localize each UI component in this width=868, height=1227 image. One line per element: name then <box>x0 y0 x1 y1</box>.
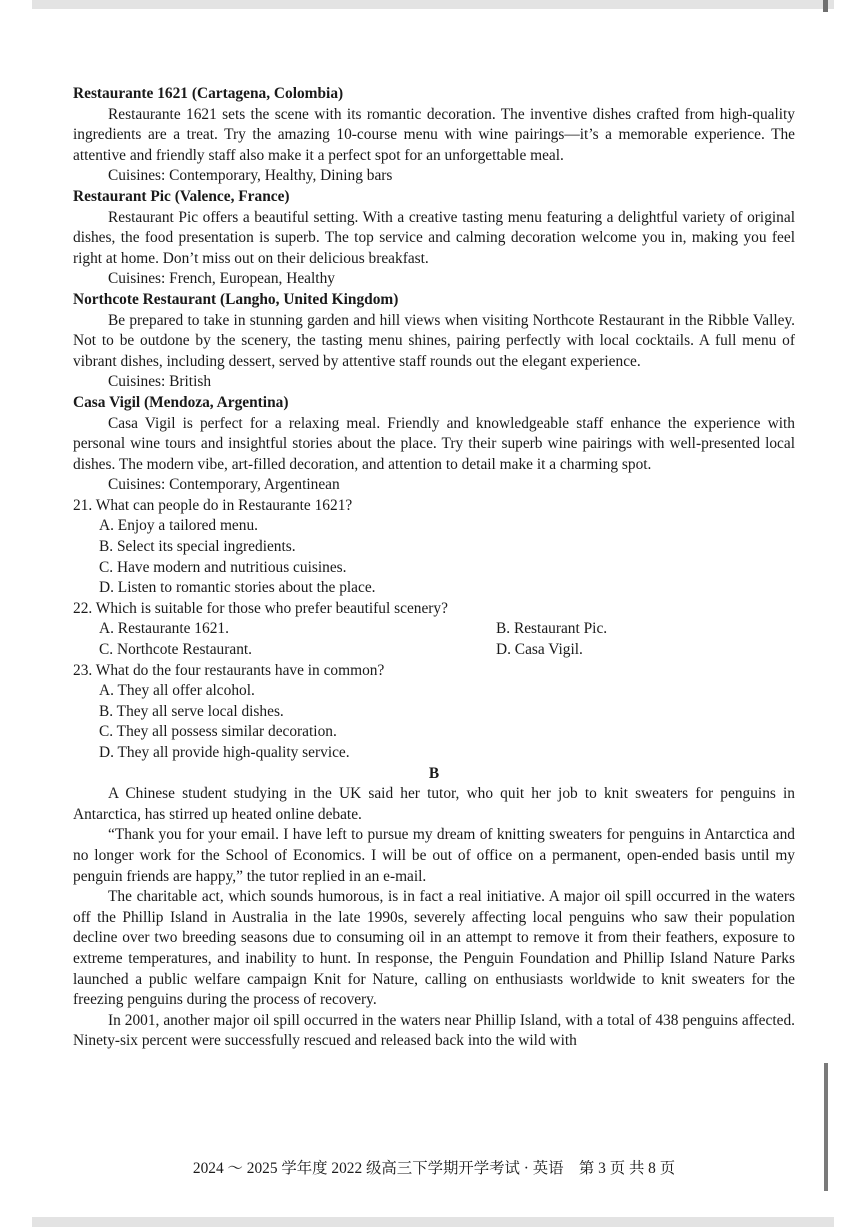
question-option: D. They all provide high-quality service. <box>99 744 350 761</box>
restaurant-heading: Northcote Restaurant (Langho, United Kingdom) <box>73 290 399 308</box>
passage-paragraph: A Chinese student studying in the UK said her tutor, who quit her job to knit sweaters for penguins in Antarctica, has stirred up heated online debate. <box>73 785 795 823</box>
restaurant-description: Restaurant Pic offers a beautiful setting. With a creative tasting menu featuring a delightful variety of original dishes, the food presentation is superb. The top service and calming decoration welcome you in, making you feel right at home. Don’t miss out on their delicious breakfast. <box>73 208 795 267</box>
question-option: A. Enjoy a tailored menu. <box>99 517 258 535</box>
exam-page-content <box>73 84 795 1052</box>
restaurant-heading: Restaurant Pic (Valence, France) <box>73 187 290 205</box>
section-b-label: B <box>428 764 440 782</box>
question-option: D. Casa Vigil. <box>496 641 583 659</box>
restaurant-description: Restaurante 1621 sets the scene with its romantic decoration. The inventive dishes crafted from high-quality ingredients are a treat. Try the amazing 10-course menu with wine pairings—it’s a memorable experience. The attentive and friendly staff also make it a perfect spot for an unforgettable meal. <box>73 105 795 164</box>
restaurant-cuisines: Cuisines: British <box>108 373 212 391</box>
question-option: B. Select its special ingredients. <box>99 538 296 556</box>
top-scroll-edge <box>32 0 834 9</box>
restaurant-heading: Restaurante 1621 (Cartagena, Colombia) <box>73 85 344 102</box>
restaurant-description: Casa Vigil is perfect for a relaxing meal. Friendly and knowledgeable staff enhance the experience with personal wine tours and insightful stories about the place. Try their superb wine pairings with well-presented local dishes. The modern vibe, art-filled decoration, and attention to detail make it a charming spot. <box>73 414 795 473</box>
restaurant-heading: Casa Vigil (Mendoza, Argentina) <box>73 393 289 411</box>
question-option-row <box>73 640 795 661</box>
passage-paragraph: “Thank you for your email. I have left to pursue my dream of knitting sweaters for penguins in Antarctica and no longer work for the School of Economics. I will be out of office on a permanent, open-ended basis until my penguin friends are happy,” the tutor replied in an e-mail. <box>73 826 795 885</box>
restaurant-cuisines: Cuisines: Contemporary, Healthy, Dining bars <box>108 167 393 185</box>
question-21: 21. What can people do in Restaurante 1621? <box>73 496 353 514</box>
question-option: A. Restaurante 1621. <box>99 620 229 638</box>
question-option: B. Restaurant Pic. <box>496 620 608 638</box>
scrollbar-thumb[interactable] <box>824 1063 828 1191</box>
question-22: 22. Which is suitable for those who prefer beautiful scenery? <box>73 599 448 617</box>
question-option: A. They all offer alcohol. <box>99 682 255 700</box>
top-scroll-tick <box>823 0 828 12</box>
restaurant-cuisines: Cuisines: Contemporary, Argentinean <box>108 476 340 494</box>
passage-paragraph: The charitable act, which sounds humorous, is in fact a real initiative. A major oil spill occurred in the waters off the Phillip Island in Australia in the late 1990s, severely affecting local penguins who saw their population decline over two breeding seasons due to consuming oil in an attempt to remove it from their feathers, exposure to extreme temperatures, and inability to hunt. In response, the Penguin Foundation and Phillip Island Nature Parks launched a public welfare campaign Knit for Nature, calling on enthusiasts worldwide to knit sweaters for the freezing penguins during the process of recovery. <box>73 888 795 1009</box>
question-23: 23. What do the four restaurants have in common? <box>73 661 385 679</box>
passage-paragraph: In 2001, another major oil spill occurred in the waters near Phillip Island, with a total of 438 penguins affected. Ninety-six percent were successfully rescued and released back into the wild with <box>73 1011 795 1050</box>
question-option: C. They all possess similar decoration. <box>99 723 337 741</box>
bottom-scroll-edge <box>32 1217 834 1227</box>
question-option: B. They all serve local dishes. <box>99 702 284 720</box>
question-option: C. Have modern and nutritious cuisines. <box>99 558 347 576</box>
question-option: D. Listen to romantic stories about the place. <box>99 579 376 597</box>
page-footer: 2024 ～ 2025 学年度 2022 级高三下学期开学考试 · 英语 第 3 页 共 8 页 <box>192 1160 676 1177</box>
restaurant-description: Be prepared to take in stunning garden and hill views when visiting Northcote Restaurant in the Ribble Valley. Not to be outdone by the scenery, the tasting menu shines, pairing perfectly with local cocktails. A full menu of vibrant dishes, including dessert, served by attentive staff rounds out the elegant experience. <box>73 311 795 370</box>
question-option: C. Northcote Restaurant. <box>99 641 253 659</box>
question-option-row <box>73 619 795 640</box>
restaurant-cuisines: Cuisines: French, European, Healthy <box>108 270 335 288</box>
